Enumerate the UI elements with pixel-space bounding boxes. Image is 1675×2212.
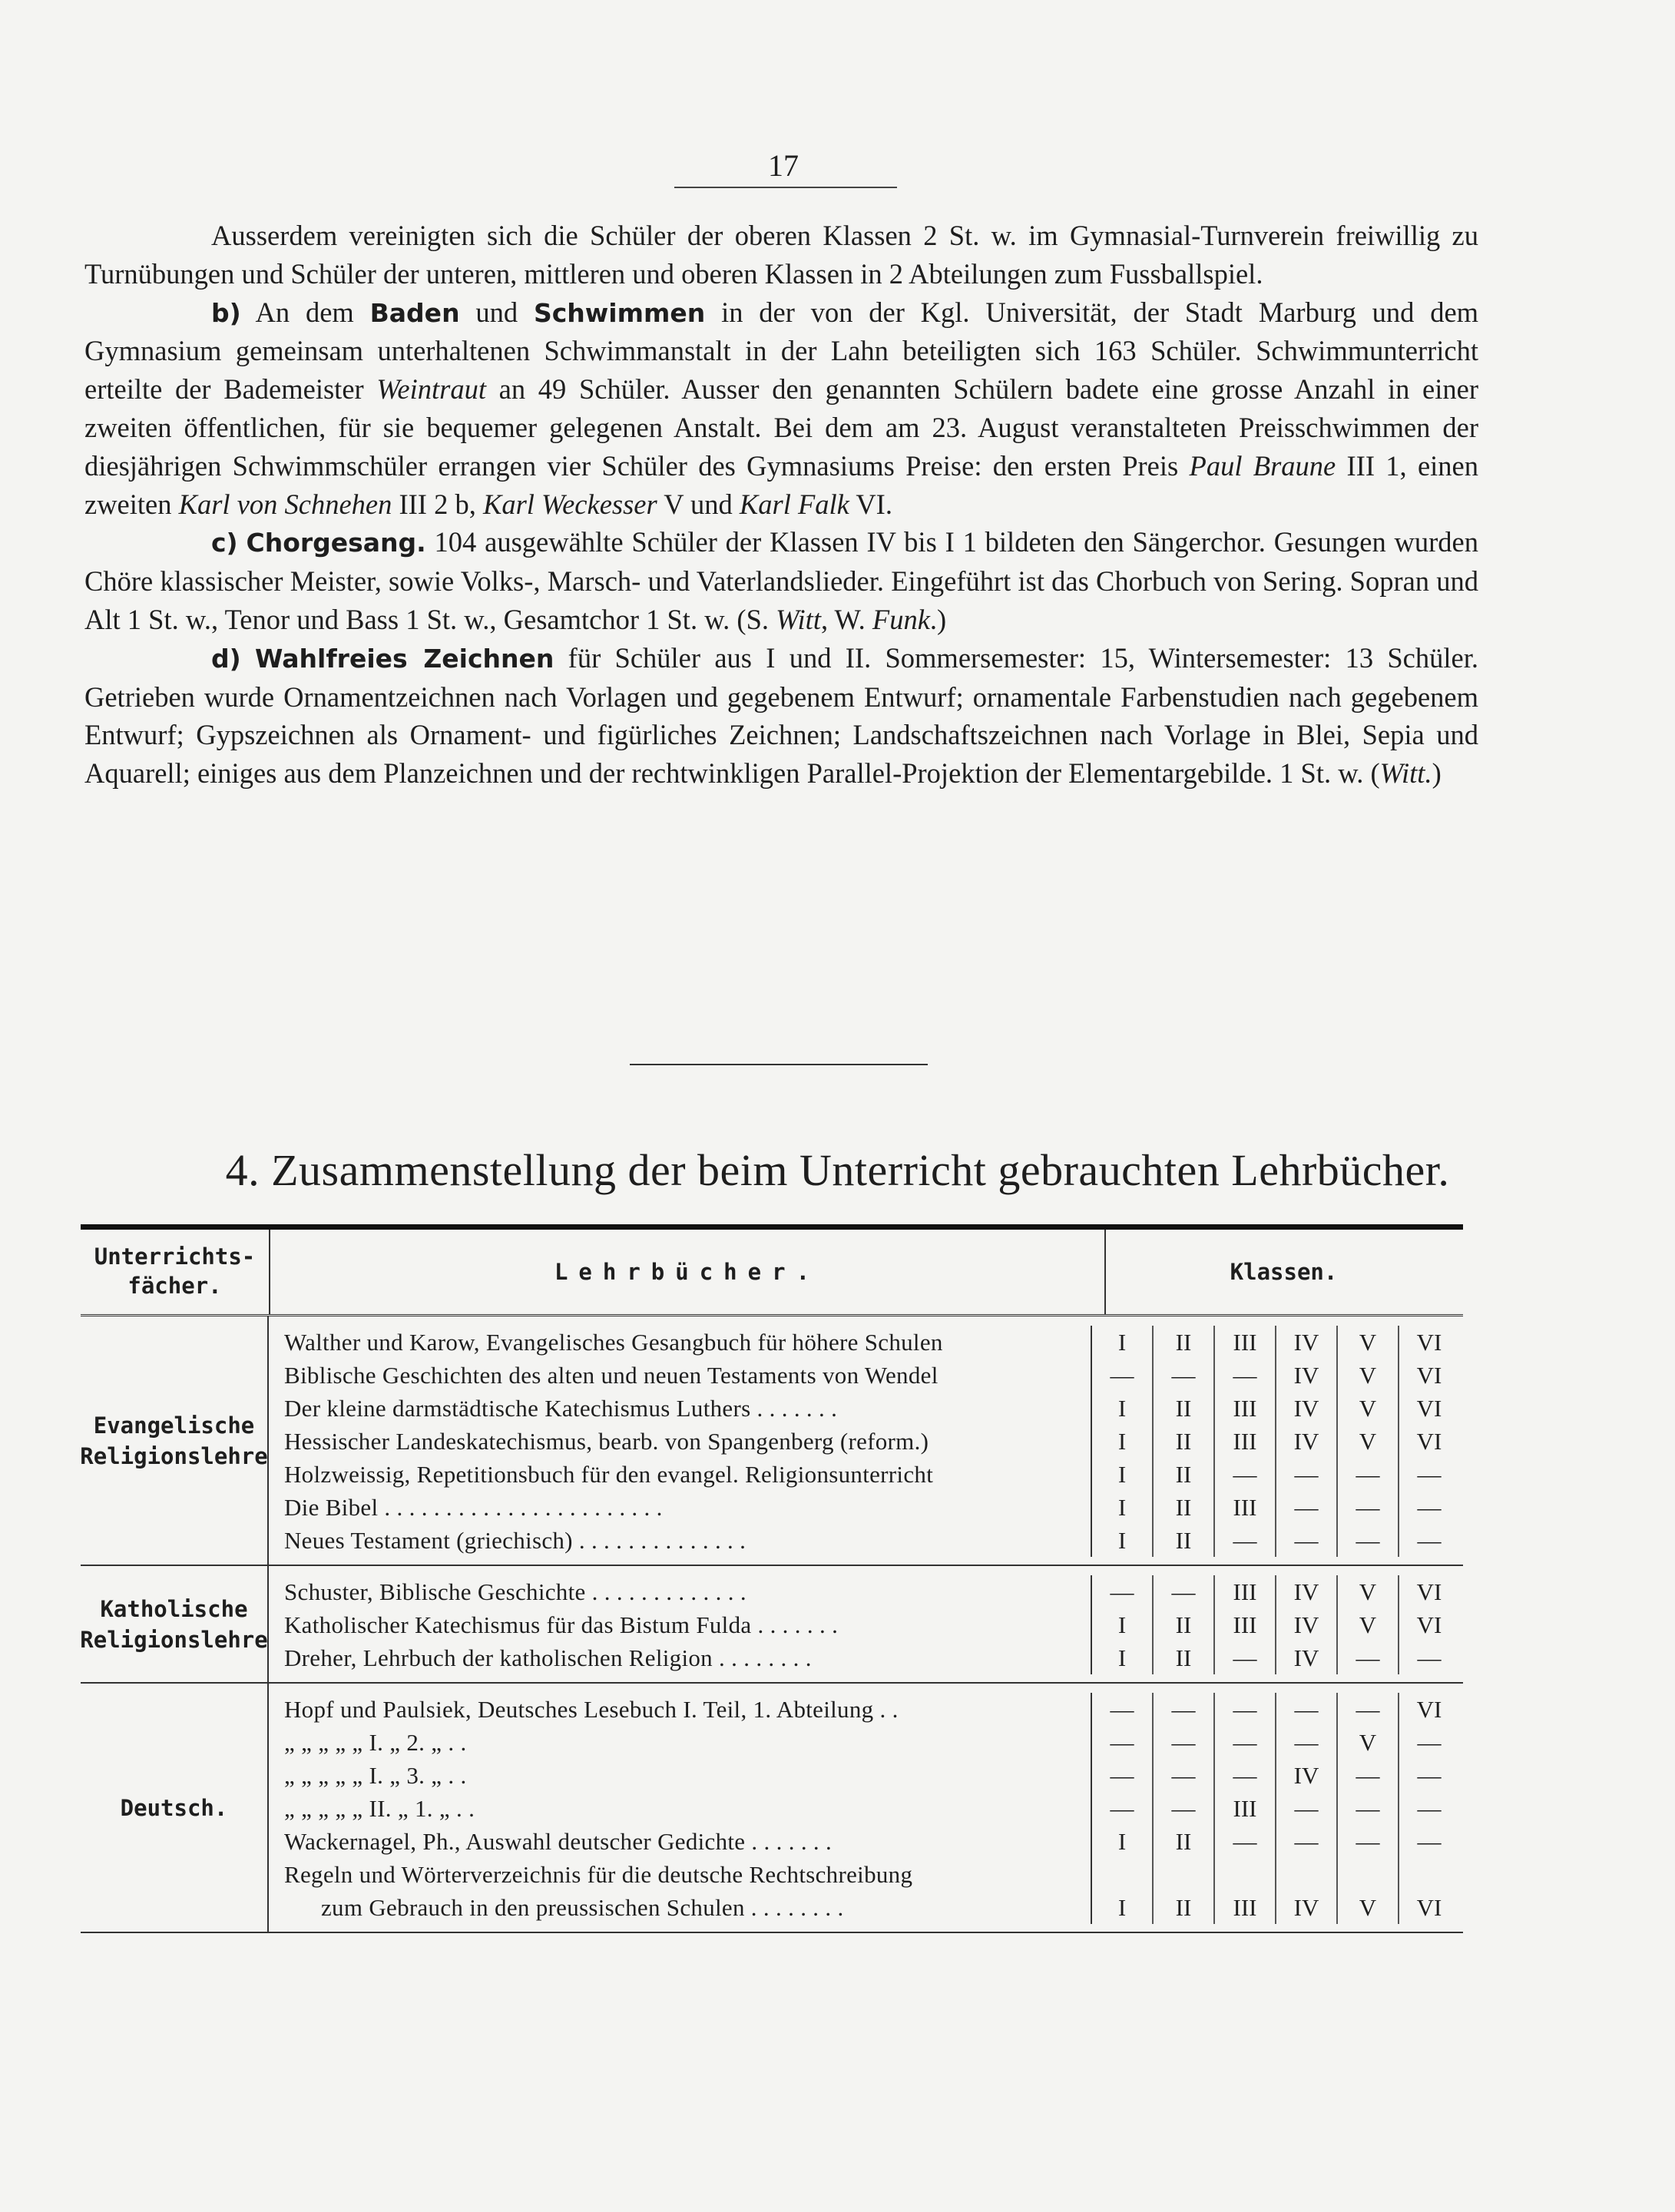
class-cell: IV [1275, 1891, 1336, 1924]
book-title: Schuster, Biblische Geschichte . . . . . . . . . . . . . [284, 1578, 746, 1605]
class-cell: — [1398, 1825, 1459, 1858]
class-cell [1336, 1858, 1398, 1891]
table-row [269, 1825, 1463, 1858]
subject-group [81, 1316, 1463, 1566]
class-cell: — [1336, 1491, 1398, 1524]
class-cell: — [1398, 1726, 1459, 1759]
class-cell: III [1213, 1425, 1275, 1458]
class-cell: — [1336, 1641, 1398, 1674]
subject-group [81, 1684, 1463, 1933]
class-cell: — [1275, 1458, 1336, 1491]
class-cell: VI [1398, 1891, 1459, 1924]
class-cell: V [1336, 1425, 1398, 1458]
book-title: Dreher, Lehrbuch der katholischen Religion . . . . . . . . [284, 1644, 812, 1671]
book-title: „ „ „ „ „ I. „ 2. „ . . [284, 1728, 467, 1756]
table-top-rule [81, 1224, 1463, 1230]
table-row [269, 1524, 1463, 1557]
paragraph-turnverein: Ausserdem vereinigten sich die Schüler der oberen Klassen 2 St. w. im Gymnasial-Turnverein freiwillig zu Turnübungen und Schüler der unteren, mittleren und oberen Klassen in 2 Abteilungen zum Fussballspiel. [84, 220, 1478, 290]
class-cell: I [1091, 1524, 1152, 1557]
class-cell: — [1213, 1359, 1275, 1392]
name-weintraut: Weintraut [376, 373, 486, 406]
class-cell: III [1213, 1608, 1275, 1641]
class-cell: II [1152, 1392, 1213, 1425]
class-cell: III [1213, 1891, 1275, 1924]
class-cell: II [1152, 1326, 1213, 1359]
class-cell: — [1213, 1726, 1275, 1759]
text-span: V und [664, 488, 733, 520]
text-span: , W. [820, 603, 866, 635]
table-body [81, 1316, 1463, 1933]
text-span: .) [929, 603, 947, 635]
textbook-table [81, 1224, 1463, 1933]
class-cell: — [1152, 1575, 1213, 1608]
book-title: Biblische Geschichten des alten und neuen Testaments von Wendel [284, 1361, 938, 1389]
subject-label: Katholische Religionslehre [81, 1566, 269, 1682]
name-schnehen: Karl von Schnehen [178, 488, 392, 520]
book-title: Neues Testament (griechisch) . . . . . . . . . . . . . . [284, 1526, 746, 1554]
class-cell: — [1091, 1792, 1152, 1825]
class-cell: — [1398, 1641, 1459, 1674]
text-span: und [475, 296, 518, 328]
class-cell: V [1336, 1891, 1398, 1924]
book-title: Regeln und Wörterverzeichnis für die deutsche Rechtschreibung [284, 1860, 913, 1888]
class-cell: V [1336, 1575, 1398, 1608]
class-cell: IV [1275, 1392, 1336, 1425]
table-row [269, 1726, 1463, 1759]
table-row [269, 1491, 1463, 1524]
class-cell: — [1275, 1491, 1336, 1524]
class-cell: I [1091, 1392, 1152, 1425]
class-cell: — [1275, 1524, 1336, 1557]
table-header [81, 1230, 1463, 1316]
class-cell: — [1091, 1575, 1152, 1608]
class-cell: III [1213, 1491, 1275, 1524]
book-rows [269, 1684, 1463, 1932]
class-cell: — [1398, 1792, 1459, 1825]
class-cell: — [1091, 1693, 1152, 1726]
page-number-rule [674, 187, 897, 188]
class-cell: — [1398, 1524, 1459, 1557]
section-divider [630, 1064, 928, 1065]
class-cell [1275, 1858, 1336, 1891]
table-row [269, 1425, 1463, 1458]
class-cell: — [1275, 1792, 1336, 1825]
class-cell: I [1091, 1825, 1152, 1858]
name-braune: Paul Braune [1189, 449, 1336, 482]
class-cell: — [1336, 1693, 1398, 1726]
heading-zeichnen: Wahlfreies Zeichnen [255, 643, 554, 674]
class-cell: I [1091, 1326, 1152, 1359]
table-row [269, 1891, 1463, 1924]
class-cell: VI [1398, 1575, 1459, 1608]
section-title: 4. Zusammenstellung der beim Unterricht gebrauchten Lehrbücher. [225, 1145, 1450, 1195]
class-cell: V [1336, 1392, 1398, 1425]
class-cell: — [1336, 1825, 1398, 1858]
class-cell: — [1275, 1693, 1336, 1726]
class-cell: — [1398, 1491, 1459, 1524]
text-span: VI. [856, 488, 892, 520]
class-cell: IV [1275, 1425, 1336, 1458]
class-cell: I [1091, 1608, 1152, 1641]
class-cell: VI [1398, 1326, 1459, 1359]
heading-schwimmen: Schwimmen [533, 297, 706, 328]
class-cell: — [1091, 1359, 1152, 1392]
class-cell: II [1152, 1491, 1213, 1524]
class-cell: IV [1275, 1759, 1336, 1792]
class-cell: — [1336, 1458, 1398, 1491]
table-row [269, 1792, 1463, 1825]
class-cell: I [1091, 1491, 1152, 1524]
header-books: Lehrbücher. [269, 1230, 1106, 1314]
class-cell: — [1091, 1726, 1152, 1759]
name-witt-2: Witt. [1379, 757, 1432, 790]
class-cell: — [1275, 1726, 1336, 1759]
class-cell: I [1091, 1458, 1152, 1491]
class-cell [1398, 1858, 1459, 1891]
subject-label: Deutsch. [81, 1684, 269, 1932]
class-cell: — [1275, 1825, 1336, 1858]
class-cell [1213, 1858, 1275, 1891]
table-row [269, 1326, 1463, 1359]
class-cell: II [1152, 1524, 1213, 1557]
label-d: d) [211, 643, 241, 674]
text-span: für Schüler aus I und II. Sommersemester: 15, Wintersemester: 13 Schüler. Getrieben wurde Ornamentzeichnen nach Vorlagen und gegebenem Entwurf; ornamentale Farbenstudien nach gegebenem Entwurf; Gypszeichnen als Ornament- und figürliches Zeichnen; Landschaftszeichnen nach Vorlage in Blei, Sepia und Aquarell; einiges aus dem Planzeichnen und der rechtwinkligen Parallel-Projektion der Elementargebilde. 1 St. w. ( [84, 641, 1478, 790]
class-cell: VI [1398, 1392, 1459, 1425]
class-cell: — [1398, 1458, 1459, 1491]
book-title: Hessischer Landeskatechismus, bearb. von Spangenberg (reform.) [284, 1427, 929, 1455]
text-span: ) [1432, 757, 1442, 790]
class-cell: V [1336, 1726, 1398, 1759]
class-cell: — [1152, 1726, 1213, 1759]
class-cell: II [1152, 1608, 1213, 1641]
class-cell: II [1152, 1425, 1213, 1458]
class-cell: IV [1275, 1608, 1336, 1641]
class-cell: III [1213, 1575, 1275, 1608]
header-classes: Klassen. [1230, 1259, 1338, 1285]
class-cell: VI [1398, 1359, 1459, 1392]
book-title: Der kleine darmstädtische Katechismus Luthers . . . . . . . [284, 1394, 838, 1422]
paragraph-zeichnen [84, 639, 1478, 793]
class-cell: — [1336, 1759, 1398, 1792]
table-row [269, 1359, 1463, 1392]
name-witt: Witt [776, 603, 821, 635]
class-cell: — [1152, 1792, 1213, 1825]
table-row [269, 1575, 1463, 1608]
class-cell: — [1336, 1792, 1398, 1825]
book-title: Holzweissig, Repetitionsbuch für den evangel. Religionsunterricht [284, 1460, 934, 1488]
class-cell: — [1213, 1641, 1275, 1674]
class-cell: — [1091, 1759, 1152, 1792]
class-cell: IV [1275, 1575, 1336, 1608]
class-cell: — [1398, 1759, 1459, 1792]
class-cell [1152, 1858, 1213, 1891]
body-text [84, 217, 1478, 793]
table-row [269, 1608, 1463, 1641]
class-cell: VI [1398, 1693, 1459, 1726]
text-span: 104 ausgewählte Schüler der Klassen IV bis I 1 bildeten den Sängerchor. Gesungen wurden Chöre klassischer Meister, sowie Volks-, Marsch- und Vaterlandslieder. Eingeführt ist das Chorbuch von Sering. Sopran und Alt 1 St. w., Tenor und Bass 1 St. w., Gesamtchor 1 St. w. (S. [84, 526, 1478, 635]
class-cell: II [1152, 1891, 1213, 1924]
class-cell: — [1336, 1524, 1398, 1557]
book-title: Wackernagel, Ph., Auswahl deutscher Gedichte . . . . . . . [284, 1827, 833, 1855]
class-cell [1091, 1858, 1152, 1891]
class-cell: V [1336, 1608, 1398, 1641]
class-cell: IV [1275, 1326, 1336, 1359]
class-cell: — [1213, 1693, 1275, 1726]
class-cell: III [1213, 1392, 1275, 1425]
text-span: an 49 Schüler. Ausser den genannten Schülern badete eine grosse Anzahl in einer zweiten öffentlichen, für sie bequemer gelegenen Anstalt. Bei dem am 23. August veranstalteten Preisschwimmen der diesjährigen Schwimmschüler errangen vier Schüler des Gymnasiums Preise: den ersten Preis [84, 373, 1479, 482]
class-cell: IV [1275, 1641, 1336, 1674]
table-row [269, 1458, 1463, 1491]
class-cell: — [1213, 1759, 1275, 1792]
class-cell: II [1152, 1641, 1213, 1674]
table-row [269, 1693, 1463, 1726]
class-cell: — [1213, 1825, 1275, 1858]
name-funk: Funk [872, 603, 930, 635]
book-title: zum Gebrauch in den preussischen Schulen . . . . . . . . [321, 1893, 844, 1921]
page-number: 17 [768, 148, 799, 183]
table-row [269, 1858, 1463, 1891]
class-cell: — [1152, 1759, 1213, 1792]
class-cell: VI [1398, 1608, 1459, 1641]
label-b: b) [211, 297, 241, 328]
class-cell: IV [1275, 1359, 1336, 1392]
class-cell: V [1336, 1326, 1398, 1359]
class-cell: VI [1398, 1425, 1459, 1458]
label-c: c) [211, 528, 238, 558]
book-title: „ „ „ „ „ II. „ 1. „ . . [284, 1794, 475, 1822]
text-span: III 1, einen zweiten [84, 449, 1479, 520]
name-falk: Karl Falk [739, 488, 849, 520]
class-cell: II [1152, 1825, 1213, 1858]
subject-group [81, 1566, 1463, 1684]
book-rows [269, 1316, 1463, 1565]
subject-label: Evangelische Religionslehre [81, 1316, 269, 1565]
class-cell: I [1091, 1425, 1152, 1458]
header-subjects: Unterrichts- fächer. [94, 1243, 256, 1299]
book-rows [269, 1566, 1463, 1682]
paragraph-baden [84, 293, 1478, 524]
class-cell: — [1152, 1359, 1213, 1392]
book-title: „ „ „ „ „ I. „ 3. „ . . [284, 1761, 467, 1789]
text-span: III 2 b, [399, 488, 476, 520]
book-title: Walther und Karow, Evangelisches Gesangbuch für höhere Schulen [284, 1328, 943, 1356]
class-cell: — [1152, 1693, 1213, 1726]
class-cell: V [1336, 1359, 1398, 1392]
book-title: Die Bibel . . . . . . . . . . . . . . . . . . . . . . . [284, 1493, 663, 1521]
class-cell: — [1213, 1524, 1275, 1557]
paragraph-chorgesang [84, 523, 1478, 638]
class-cell: II [1152, 1458, 1213, 1491]
class-cell: III [1213, 1792, 1275, 1825]
heading-baden: Baden [369, 297, 460, 328]
book-title: Hopf und Paulsiek, Deutsches Lesebuch I. Teil, 1. Abteilung . . [284, 1695, 899, 1723]
class-cell: I [1091, 1891, 1152, 1924]
heading-chorgesang: Chorgesang. [246, 528, 426, 558]
class-cell: — [1213, 1458, 1275, 1491]
table-row [269, 1641, 1463, 1674]
text-span: in der von der Kgl. Universität, der Stadt Marburg und dem Gymnasium gemeinsam unterhaltenen Schwimmanstalt in der Lahn beteiligten sich 163 Schüler. Schwimmunterricht erteilte der Bademeister [84, 296, 1479, 406]
class-cell: I [1091, 1641, 1152, 1674]
class-cell: III [1213, 1326, 1275, 1359]
book-title: Katholischer Katechismus für das Bistum Fulda . . . . . . . [284, 1611, 839, 1638]
name-weckesser: Karl Weckesser [482, 488, 657, 520]
table-row [269, 1759, 1463, 1792]
text-span: An dem [255, 296, 354, 328]
table-row [269, 1392, 1463, 1425]
